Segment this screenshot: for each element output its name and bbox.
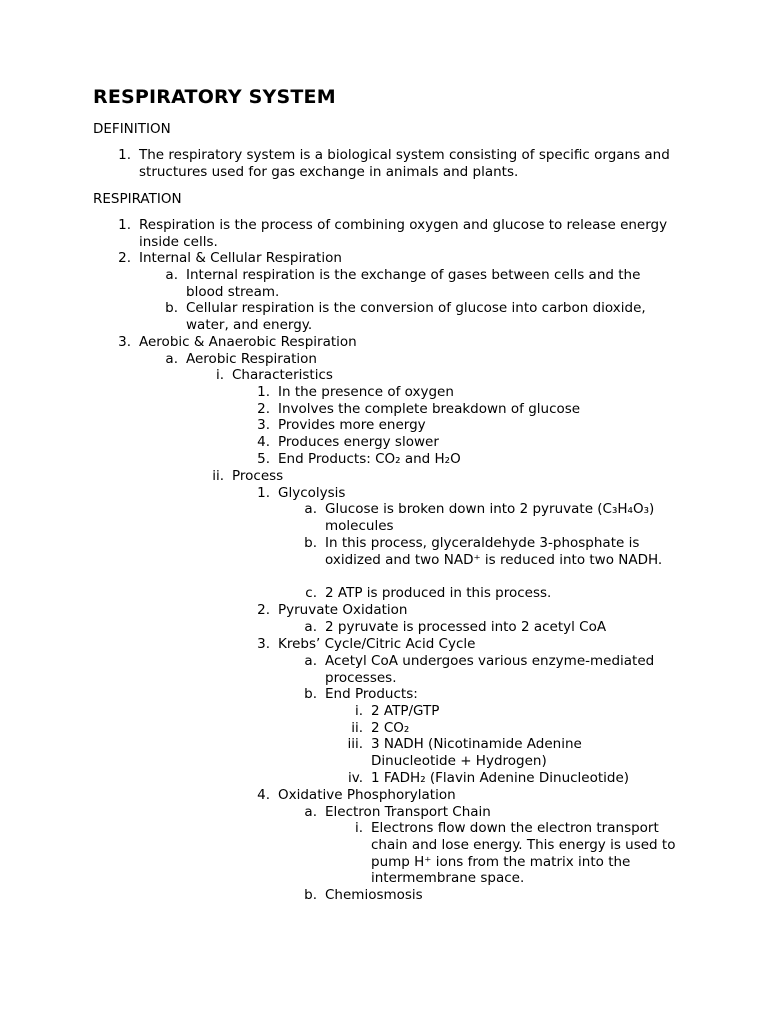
- list-text: Involves the complete breakdown of glucose: [278, 401, 581, 417]
- pyruvate-oxidation-heading: [257, 602, 678, 619]
- list-marker: 2.: [118, 250, 131, 266]
- list-text: Respiration is the process of combining oxygen and glucose to release energy inside cells.: [139, 217, 668, 250]
- list-marker: 3.: [257, 417, 270, 433]
- list-marker: iv.: [348, 770, 363, 786]
- list-marker: a.: [304, 804, 317, 820]
- list-marker: 3.: [257, 636, 270, 652]
- process-heading: [212, 468, 672, 485]
- list-text: Oxidative Phosphorylation: [278, 787, 456, 803]
- definition-item-1: [118, 147, 679, 181]
- chemiosmosis: [304, 887, 677, 904]
- list-marker: i.: [354, 703, 363, 719]
- list-text: Aerobic & Anaerobic Respiration: [139, 334, 357, 350]
- list-text: End Products:: [325, 686, 418, 702]
- list-marker: 4.: [257, 787, 270, 803]
- list-marker: ii.: [351, 720, 363, 736]
- list-marker: iii.: [347, 736, 363, 752]
- list-marker: 5.: [257, 451, 270, 467]
- definition-heading: DEFINITION: [93, 121, 171, 137]
- list-marker: 1.: [118, 217, 131, 233]
- end-product-1: [354, 703, 671, 720]
- end-product-3: [347, 736, 661, 770]
- list-text: Glycolysis: [278, 485, 346, 501]
- list-marker: a.: [304, 501, 317, 517]
- respiration-item-2a: [165, 267, 676, 301]
- list-text: In the presence of oxygen: [278, 384, 454, 400]
- list-text: Electrons flow down the electron transport chain and lose energy. This energy is used to pump H⁺ ions from the matrix into the intermembrane space.: [371, 820, 676, 887]
- list-text: Internal respiration is the exchange of gases between cells and the blood stream.: [186, 267, 641, 300]
- characteristic-2: [257, 401, 678, 418]
- characteristic-3: [257, 417, 678, 434]
- list-text: 2 ATP is produced in this process.: [325, 585, 552, 601]
- list-marker: 1.: [257, 485, 270, 501]
- list-text: Krebs’ Cycle/Citric Acid Cycle: [278, 636, 476, 652]
- list-text: 3 NADH (Nicotinamide Adenine Dinucleotide + Hydrogen): [371, 736, 582, 769]
- glycolysis-step-c: [305, 585, 677, 602]
- glycolysis-step-a: [304, 501, 677, 535]
- list-text: Electron Transport Chain: [325, 804, 491, 820]
- list-text: Process: [232, 468, 284, 484]
- list-marker: ii.: [212, 468, 224, 484]
- characteristics-heading: [215, 367, 672, 384]
- list-marker: b.: [304, 535, 317, 551]
- list-text: End Products: CO₂ and H₂O: [278, 451, 461, 467]
- list-text: Pyruvate Oxidation: [278, 602, 408, 618]
- respiration-item-1: [118, 217, 679, 251]
- list-marker: 2.: [257, 401, 270, 417]
- list-text: Produces energy slower: [278, 434, 439, 450]
- list-marker: b.: [165, 300, 178, 316]
- pyruvate-step-a: [304, 619, 677, 636]
- end-product-4: [348, 770, 676, 787]
- list-text: 1 FADH₂ (Flavin Adenine Dinucleotide): [371, 770, 630, 786]
- list-text: The respiratory system is a biological system consisting of specific organs and structures used for gas exchange in animals and plants.: [139, 147, 670, 180]
- list-marker: a.: [304, 619, 317, 635]
- list-marker: a.: [165, 267, 178, 283]
- list-marker: i.: [215, 367, 224, 383]
- list-text: Internal & Cellular Respiration: [139, 250, 342, 266]
- respiration-heading: RESPIRATION: [93, 191, 182, 207]
- document-title: RESPIRATORY SYSTEM: [93, 86, 336, 108]
- list-text: 2 ATP/GTP: [371, 703, 440, 719]
- list-marker: i.: [354, 820, 363, 836]
- respiration-item-3: [118, 334, 679, 351]
- list-marker: 1.: [257, 384, 270, 400]
- krebs-step-a: [304, 653, 680, 687]
- end-product-2: [351, 720, 671, 737]
- list-marker: 3.: [118, 334, 131, 350]
- list-marker: 2.: [257, 602, 270, 618]
- list-marker: 1.: [118, 147, 131, 163]
- glycolysis-step-b: [304, 535, 665, 569]
- list-text: Cellular respiration is the conversion of glucose into carbon dioxide, water, and energy.: [186, 300, 646, 333]
- list-text: 2 pyruvate is processed into 2 acetyl CoA: [325, 619, 607, 635]
- electron-transport-chain: [304, 804, 677, 821]
- list-text: Chemiosmosis: [325, 887, 423, 903]
- characteristic-5: [257, 451, 678, 468]
- krebs-cycle-heading: [257, 636, 678, 653]
- list-marker: b.: [304, 887, 317, 903]
- krebs-step-b: [304, 686, 677, 703]
- oxidative-phosphorylation-heading: [257, 787, 678, 804]
- list-marker: b.: [304, 686, 317, 702]
- glycolysis-heading: [257, 485, 678, 502]
- respiration-item-2: [118, 250, 679, 267]
- list-text: 2 CO₂: [371, 720, 410, 736]
- aerobic-respiration: [165, 351, 676, 368]
- list-text: Aerobic Respiration: [186, 351, 317, 367]
- characteristic-4: [257, 434, 678, 451]
- list-text: Acetyl CoA undergoes various enzyme-mediated processes.: [325, 653, 655, 686]
- electron-transport-detail: [354, 820, 679, 887]
- list-marker: a.: [304, 653, 317, 669]
- list-text: Provides more energy: [278, 417, 426, 433]
- list-text: In this process, glyceraldehyde 3-phosphate is oxidized and two NAD⁺ is reduced into two NADH.: [325, 535, 663, 568]
- list-text: Glucose is broken down into 2 pyruvate (C₃H₄O₃) molecules: [325, 501, 655, 534]
- characteristic-1: [257, 384, 678, 401]
- list-marker: c.: [305, 585, 317, 601]
- list-marker: 4.: [257, 434, 270, 450]
- list-marker: a.: [165, 351, 178, 367]
- list-text: Characteristics: [232, 367, 333, 383]
- respiration-item-2b: [165, 300, 681, 334]
